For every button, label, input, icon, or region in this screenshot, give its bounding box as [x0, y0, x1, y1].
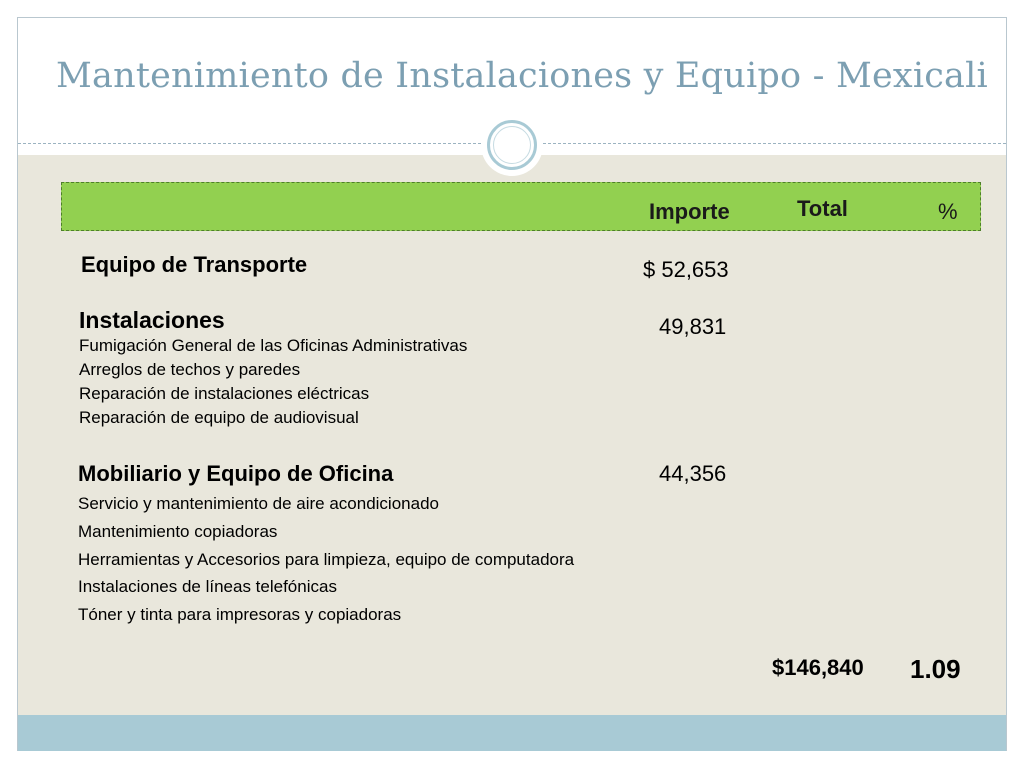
header-percent: %: [938, 199, 958, 224]
list-item: Fumigación General de las Oficinas Administrativas: [79, 336, 468, 355]
amount-instalaciones: 49,831: [659, 314, 727, 339]
list-item: Instalaciones de líneas telefónicas: [78, 577, 337, 596]
list-item: Tóner y tinta para impresoras y copiadoras: [78, 605, 402, 624]
header-importe: Importe: [649, 199, 730, 224]
category-mobiliario-equipo-oficina: Mobiliario y Equipo de Oficina: [78, 461, 394, 486]
grand-total: $146,840: [772, 655, 864, 680]
list-item: Herramientas y Accesorios para limpieza, equipo de computadora: [78, 550, 575, 569]
header-total: Total: [797, 196, 848, 221]
amount-equipo-transporte: $ 52,653: [643, 257, 729, 282]
list-item: Servicio y mantenimiento de aire acondicionado: [78, 494, 439, 513]
percent-value: 1.09: [910, 654, 961, 684]
bottom-bar: [18, 715, 1006, 751]
circle-ornament-inner: [493, 126, 531, 164]
list-item: Reparación de instalaciones eléctricas: [79, 384, 370, 403]
list-item: Mantenimiento copiadoras: [78, 522, 278, 541]
category-equipo-transporte: Equipo de Transporte: [81, 252, 308, 277]
slide-title: Mantenimiento de Instalaciones y Equipo - Mexicali: [56, 56, 988, 96]
content-area: [18, 155, 1006, 715]
list-item: Reparación de equipo de audiovisual: [79, 408, 359, 427]
category-instalaciones: Instalaciones: [79, 307, 225, 333]
list-item: Arreglos de techos y paredes: [79, 360, 301, 379]
amount-mobiliario-equipo-oficina: 44,356: [659, 461, 727, 486]
